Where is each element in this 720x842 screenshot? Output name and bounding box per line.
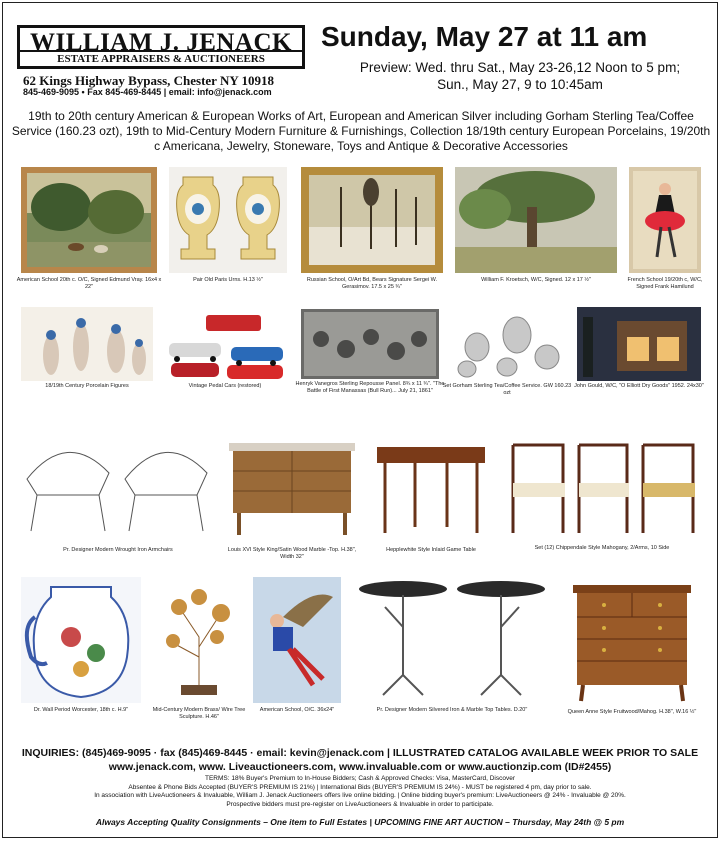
silver-panel-image [301, 309, 439, 379]
flying-figure-painting-image [253, 577, 341, 703]
tree-sculpture-image [157, 577, 241, 703]
terms-block [23, 775, 697, 809]
company-logo [17, 25, 305, 69]
lot-caption: Pair Old Paris Urns. H.13 ½" [193, 277, 263, 283]
dancer-painting-image [629, 167, 701, 273]
tree-painting-image [455, 167, 617, 273]
preview-schedule [325, 59, 715, 93]
lot-item [16, 167, 162, 290]
lot-item [627, 167, 703, 290]
lot-caption: Russian School, O/Art Bd, Bears Signature Sergei W. Gerasimov. 17.5 x 25 ¾" [306, 277, 438, 290]
lot-caption: John Gould, W/C, "O Elliott Dry Goods" 1952. 24x30" [574, 383, 704, 389]
company-name: WILLIAM J. JENACK [30, 29, 292, 56]
lot-item [442, 307, 572, 396]
lot-item [503, 439, 701, 551]
company-subtitle: ESTATE APPRAISERS & AUCTIONEERS [20, 50, 302, 65]
landscape-painting-image [21, 167, 157, 273]
storefront-painting-image [577, 307, 701, 381]
lot-caption: Hepplewhite Style Inlaid Game Table [386, 547, 476, 553]
winter-painting-image [301, 167, 443, 273]
lot-caption: American School 20th c. O/C, Signed Edmund Vray. 16x4 x 22" [16, 277, 162, 290]
lot-item [21, 307, 153, 389]
tea-service-image [447, 307, 567, 381]
lot-item [301, 167, 443, 290]
lot-caption: French School 19/20th c, W/C, Signed Frank Hamilund [627, 277, 703, 290]
lot-caption: Henryk Vanegros Sterling Repousse Panel. 8¾ x 11 ¾". "The Battle of First Manassas (Bull Run)... July 21, 1861" [295, 381, 445, 394]
lot-caption: Mid-Century Modern Brass/ Wire Tree Sculpture. H.46" [152, 707, 246, 720]
lot-item [169, 167, 287, 283]
lot-caption: Pr. Designer Modern Wrought Iron Armchairs [63, 547, 173, 553]
lot-item [152, 577, 246, 720]
sale-date-heading: Sunday, May 27 at 11 am [321, 21, 648, 52]
preview-line-1: Preview: Wed. thru Sat., May 23-26,12 Noon to 5 pm; [359, 60, 681, 75]
lot-caption: William F. Kroetsch, W/C, Signed. 12 x 17 ½" [481, 277, 591, 283]
lot-item [161, 307, 289, 389]
lot-item [574, 307, 704, 389]
branch-tables-image [355, 577, 549, 703]
terms-line: TERMS: 18% Buyer's Premium to In-House Bidders; Cash & Approved Checks: Visa, MasterCard, Discover [205, 775, 515, 782]
worcester-jug-image [21, 577, 141, 703]
inquiries-line: INQUIRIES: (845)469-9095 · fax (845)469-8445 · email: kevin@jenack.com | ILLUSTRATED CATALOG AVAILABLE WEEK PRIOR TO SALE [21, 747, 699, 759]
terms-line: Prospective bidders must pre-register on LiveAuctioneers & Invaluable in order to participate. [226, 800, 494, 808]
lot-caption: Louis XVI Style King/Satin Wood Marble -Top. H.38", Width 32" [227, 547, 357, 560]
website-links[interactable]: www.jenack.com, www. Liveauctioneers.com, www.invaluable.com or www.auctionzip.com (ID#2455) [108, 761, 612, 773]
lot-item [567, 581, 697, 715]
terms-line: In association with LiveAuctioneers & Invaluable, William J. Jenack Auctioneers offers live online bidding. | Online bidding buyer's premium: LiveAuctioneers @ 24% - Invaluable @ 20%. [94, 792, 626, 799]
lot-item [253, 577, 341, 713]
wire-chairs-image [21, 439, 215, 535]
company-contact: 845-469-9095 • Fax 845-469-8445 | email: info@jenack.com [23, 87, 272, 97]
auction-advertisement [2, 2, 718, 838]
lot-caption: Vintage Pedal Cars (restored) [188, 383, 262, 389]
commode-image [227, 439, 357, 537]
game-table-image [369, 441, 493, 537]
lot-caption: Queen Anne Style Fruitwood/Mahog. H.38", W.16 ½" [567, 709, 697, 715]
company-address: 62 Kings Highway Bypass, Chester NY 10918 [23, 73, 274, 88]
lot-caption: Set Gorham Sterling Tea/Coffee Service. GW 160.23 ozt [442, 383, 572, 396]
lot-caption: Set (12) Chippendale Style Mahogany, 2/Arms, 10 Side [534, 545, 670, 551]
figurines-image [21, 307, 153, 381]
sale-description: 19th to 20th century American & European Works of Art, European and American Silver including Gorham Sterling Tea/Coffee Service (160.23 ozt), 19th to Mid-Century Modern Furniture & Furnishings, Collection 18/19th century European Porcelains, 19/20th c Americana, Jewelry, Stoneware, Toys and Antique & Decorative Accessories [11, 109, 711, 153]
lot-caption: Pr. Designer Modern Silvered Iron & Marble Top Tables. D.20" [376, 707, 528, 713]
pedal-cars-image [161, 307, 289, 381]
lot-item [227, 439, 357, 560]
lot-item [455, 167, 617, 283]
chest-of-drawers-image [569, 581, 695, 705]
lot-caption: Dr. Wall Period Worcester, 18th c. H.9" [33, 707, 129, 713]
lot-item [21, 577, 141, 713]
preview-line-2: Sun., May 27, 9 to 10:45am [437, 77, 603, 92]
lot-item [369, 441, 493, 553]
lot-item [355, 577, 549, 713]
vases-image [169, 167, 287, 273]
lot-item [295, 309, 445, 394]
dining-chairs-image [503, 439, 701, 539]
lot-caption: 18/19th Century Porcelain Figures [45, 383, 129, 389]
consignment-tagline: Always Accepting Quality Consignments – One item to Full Estates | UPCOMING FINE ART AUCTION – Thursday, May 24th @ 5 pm [95, 817, 625, 827]
lot-caption: American School, O/C. 36x24" [259, 707, 335, 713]
lot-item [21, 439, 215, 553]
terms-line: Absentee & Phone Bids Accepted (BUYER'S PREMIUM IS 21%) | International Bids (BUYER'S PREMIUM IS 24%) - MUST be registered 4 pm, day prior to sale. [128, 783, 592, 791]
